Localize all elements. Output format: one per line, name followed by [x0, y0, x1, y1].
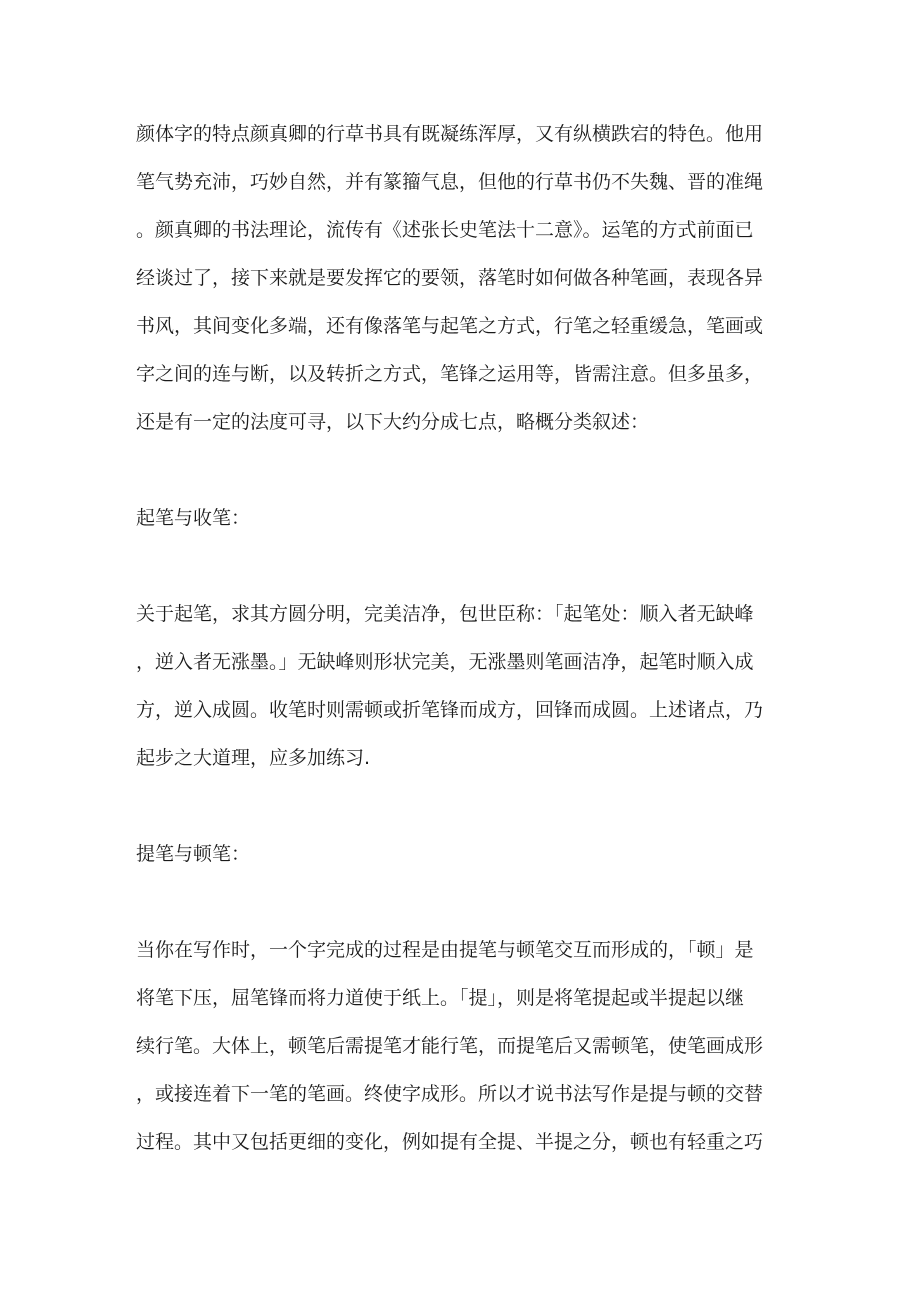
paragraph-tibi: [136, 926, 784, 1166]
paragraph-spacer: [136, 878, 784, 926]
text-line: 书风，其间变化多端，还有像落笔与起笔之方式，行笔之轻重缓急，笔画或: [136, 315, 764, 337]
text-line: 笔气势充沛，巧妙自然，并有篆籀气息，但他的行草书仍不失魏、晋的准绳: [136, 171, 764, 193]
section-heading-tibi: [136, 830, 784, 878]
text-line: 经谈过了，接下来就是要发挥它的要领，落笔时如何做各种笔画，表现各异: [136, 267, 764, 289]
paragraph-spacer: [136, 782, 784, 830]
text-line: 起步之大道理，应多加练习.: [136, 747, 371, 769]
heading-line: 提笔与顿笔：: [136, 843, 251, 865]
text-line: 关于起笔，求其方圆分明，完美洁净，包世臣称：「起笔处：顺入者无缺峰: [136, 603, 754, 625]
text-line: 。颜真卿的书法理论，流传有《述张长史笔法十二意》。运笔的方式前面已: [136, 219, 754, 241]
text-line: 还是有一定的法度可寻，以下大约分成七点，略概分类叙述：: [136, 411, 650, 433]
text-line: ，逆入者无涨墨。」无缺峰则形状完美，无涨墨则笔画洁净，起笔时顺入成: [136, 651, 754, 673]
text-line: 颜体字的特点颜真卿的行草书具有既凝练浑厚，又有纵横跌宕的特色。他用: [136, 123, 764, 145]
paragraph-spacer: [136, 542, 784, 590]
text-line: 方，逆入成圆。收笔时则需顿或折笔锋而成方，回锋而成圆。上述诸点，乃: [136, 699, 764, 721]
text-line: 过程。其中又包括更细的变化，例如提有全提、半提之分，顿也有轻重之巧: [136, 1131, 764, 1153]
heading-line: 起笔与收笔：: [136, 507, 251, 529]
section-heading-qibi: [136, 494, 784, 542]
text-line: 将笔下压，屈笔锋而将力道使于纸上。「提」，则是将笔提起或半提起以继: [136, 987, 745, 1009]
paragraph-qibi: [136, 590, 784, 782]
text-line: 续行笔。大体上，顿笔后需提笔才能行笔，而提笔后又需顿笔，使笔画成形: [136, 1035, 764, 1057]
text-line: ，或接连着下一笔的笔画。终使字成形。所以才说书法写作是提与顿的交替: [136, 1083, 764, 1105]
document-page: [136, 110, 784, 1166]
paragraph-spacer: [136, 446, 784, 494]
text-line: 字之间的连与断，以及转折之方式，笔锋之运用等，皆需注意。但多虽多，: [136, 363, 764, 385]
text-line: 当你在写作时，一个字完成的过程是由提笔与顿笔交互而形成的，「顿」是: [136, 939, 754, 961]
paragraph-intro: [136, 110, 784, 446]
